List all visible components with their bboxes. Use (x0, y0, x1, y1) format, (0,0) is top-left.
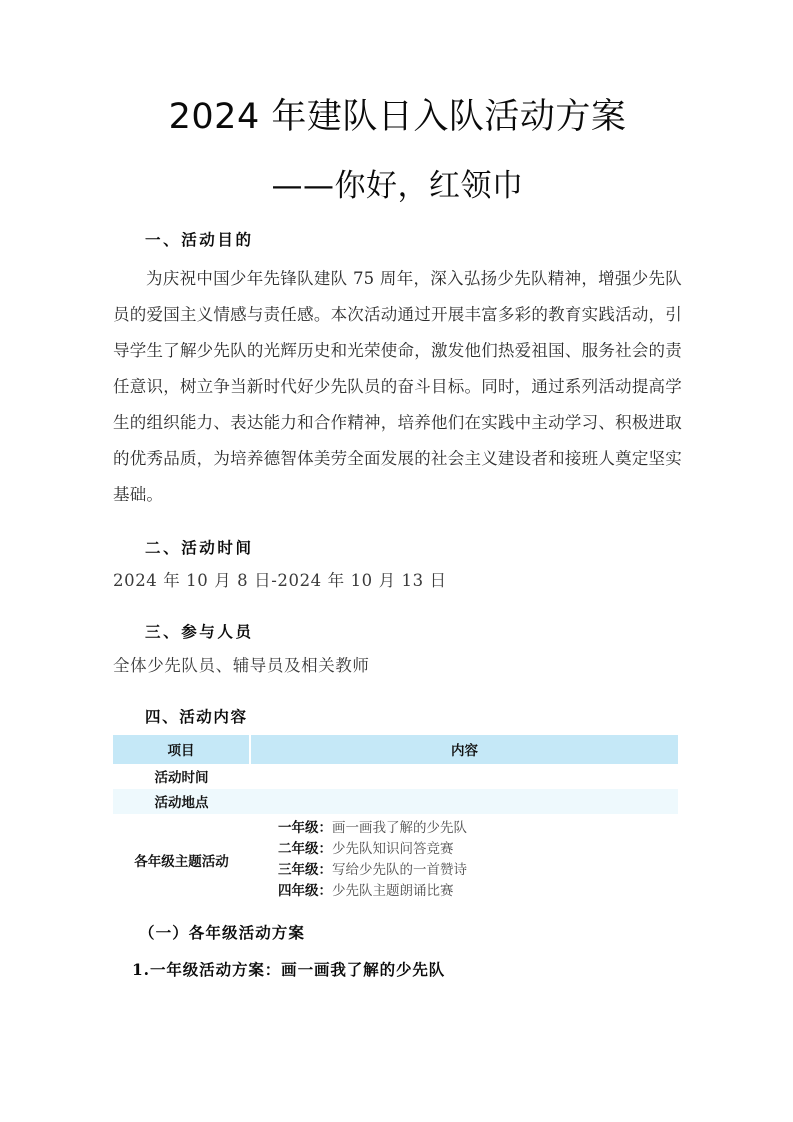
grade-text: 少先队知识问答竞赛 (332, 840, 454, 857)
document-subtitle: ——你好，红领巾 (271, 167, 524, 204)
list-item (278, 881, 678, 902)
grade-label: 一年级： (278, 819, 332, 836)
item-heading-grade-one-plan: 1.一年级活动方案：画一画我了解的少先队 (132, 959, 446, 979)
subsection-heading-grade-plans: （一）各年级活动方案 (139, 922, 306, 942)
section-heading-time: 二、活动时间 (145, 538, 254, 558)
section-heading-participants: 三、参与人员 (145, 622, 254, 642)
grade-label: 三年级： (278, 861, 332, 878)
table-cell-content (250, 789, 678, 814)
document-content-column (113, 0, 682, 982)
table-row (113, 789, 678, 814)
document-title: 2024 年建队日入队活动方案 (168, 97, 627, 137)
grade-label: 二年级： (278, 840, 332, 857)
table-cell-item: 活动时间 (113, 764, 250, 789)
section-heading-purpose: 一、活动目的 (145, 229, 254, 249)
table-column-header-item: 项目 (113, 735, 250, 764)
table-row (113, 764, 678, 789)
table-cell-item: 各年级主题活动 (113, 814, 250, 907)
section-heading-content: 四、活动内容 (145, 706, 248, 726)
list-item (278, 860, 678, 881)
list-item (278, 839, 678, 860)
section-value-participants: 全体少先队员、辅导员及相关教师 (113, 655, 370, 675)
table-header-row (113, 735, 678, 764)
table-row-grades (113, 814, 678, 907)
table-column-header-content: 内容 (250, 735, 678, 764)
section-paragraph-purpose: 为庆祝中国少年先锋队建队 75 周年，深入弘扬少先队精神，增强少先队员的爱国主义情感与责任感。本次活动通过开展丰富多彩的教育实践活动，引导学生了解少先队的光辉历史和光荣使命，激发他们热爱祖国、服务社会的责任意识，树立争当新时代好少先队员的奋斗目标。同时，通过系列活动提高学生的组织能力、表达能力和合作精神，培养他们在实践中主动学习、积极进取的优秀品质，为培养德智体美劳全面发展的社会主义建设者和接班人奠定坚实基础。 (113, 269, 682, 505)
table-cell-item: 活动地点 (113, 789, 250, 814)
grade-text: 写给少先队的一首赞诗 (332, 861, 467, 878)
table-cell-content (250, 764, 678, 789)
list-item (278, 818, 678, 839)
grade-label: 四年级： (278, 882, 332, 899)
table-cell-grade-list (250, 814, 678, 907)
activity-content-table (113, 735, 678, 907)
section-value-time: 2024 年 10 月 8 日-2024 年 10 月 13 日 (113, 571, 447, 591)
grade-text: 少先队主题朗诵比赛 (332, 882, 454, 899)
grade-activity-list (250, 814, 678, 907)
grade-text: 画一画我了解的少先队 (332, 819, 467, 836)
